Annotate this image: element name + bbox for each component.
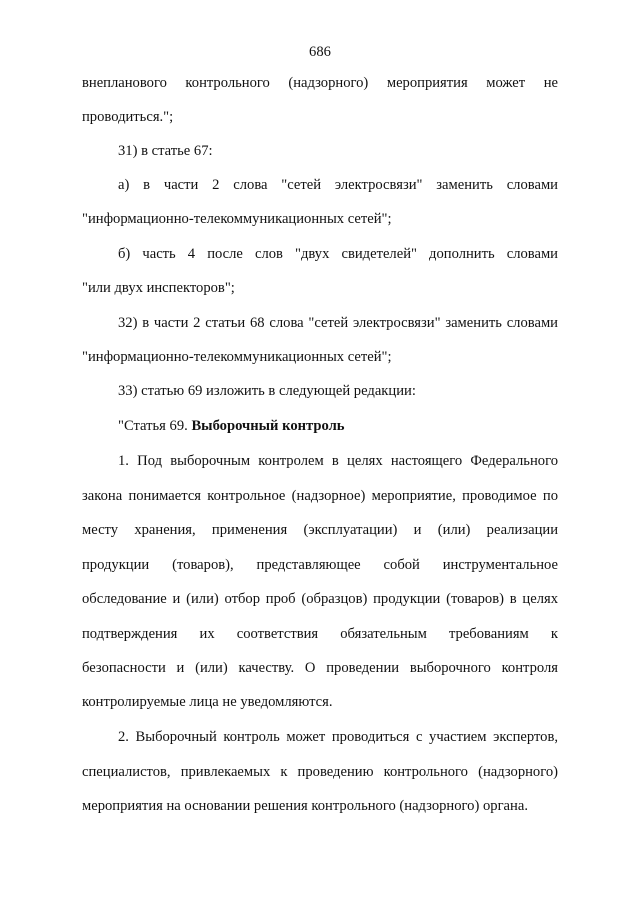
text-line: "или двух инспекторов"; <box>82 280 235 296</box>
article-heading-title: Выборочный контроль <box>191 418 345 434</box>
text-line: подтверждения их соответствия обязательным требованиям к <box>82 626 558 642</box>
text-line: 2. Выборочный контроль может проводиться с участием экспертов, <box>118 729 558 745</box>
article-heading <box>118 418 558 435</box>
text-line: а) в части 2 слова "сетей электросвязи" заменить словами <box>118 177 558 193</box>
text-line: обследование и (или) отбор проб (образцов) продукции (товаров) в целях <box>82 591 558 607</box>
text-line: контролируемые лица не уведомляются. <box>82 694 333 710</box>
text-line: внепланового контрольного (надзорного) мероприятия может не <box>82 75 558 91</box>
text-line: б) часть 4 после слов "двух свидетелей" дополнить словами <box>118 246 558 262</box>
text-line: месту хранения, применения (эксплуатации) и (или) реализации <box>82 522 558 538</box>
text-line: 31) в статье 67: <box>118 143 213 159</box>
text-line: 32) в части 2 статьи 68 слова "сетей электросвязи" заменить словами <box>118 315 558 331</box>
text-line: "информационно-телекоммуникационных сетей"; <box>82 211 392 227</box>
text-line: 1. Под выборочным контролем в целях настоящего Федерального <box>118 453 558 469</box>
text-line: проводиться."; <box>82 109 174 125</box>
text-line: продукции (товаров), представляющее собой инструментальное <box>82 557 558 573</box>
text-line: специалистов, привлекаемых к проведению контрольного (надзорного) <box>82 764 558 780</box>
text-line: безопасности и (или) качеству. О проведении выборочного контроля <box>82 660 558 676</box>
page-number: 686 <box>309 44 331 60</box>
text-line: 33) статью 69 изложить в следующей редакции: <box>118 383 416 399</box>
article-heading-prefix: "Статья 69. <box>118 418 192 434</box>
text-line: "информационно-телекоммуникационных сетей"; <box>82 349 392 365</box>
text-line: закона понимается контрольное (надзорное) мероприятие, проводимое по <box>82 488 558 504</box>
text-line: мероприятия на основании решения контрольного (надзорного) органа. <box>82 798 528 814</box>
